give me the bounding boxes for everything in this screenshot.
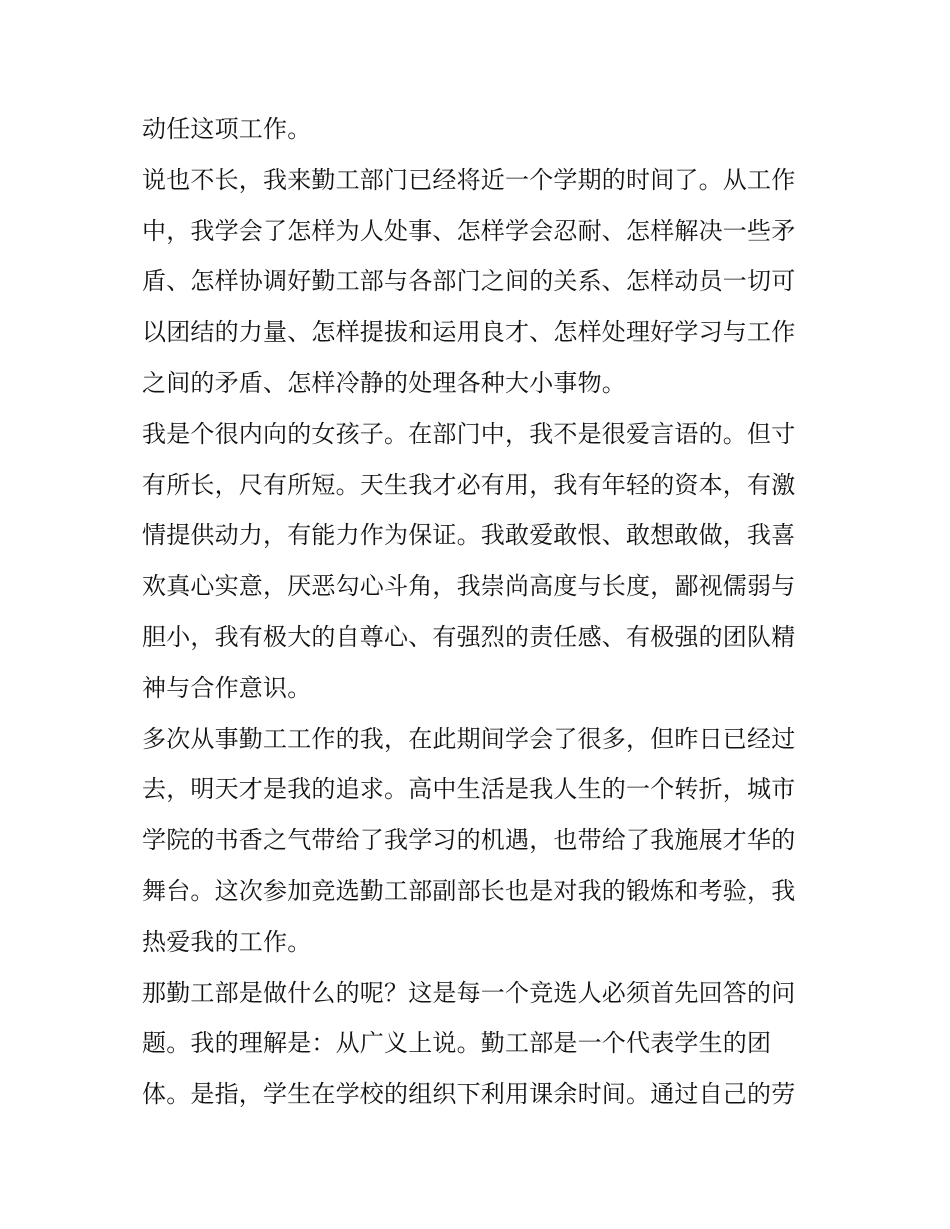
text-line: 动任这项工作。 [142, 115, 312, 143]
text-line: 我是个很内向的女孩子。在部门中，我不是很爱言语的。但寸 [142, 419, 796, 448]
text-line: 之间的矛盾、怎样冷静的处理各种大小事物。 [142, 368, 626, 397]
text-line: 舞台。这次参加竞选勤工部副部长也是对我的锻炼和考验，我 [142, 876, 796, 905]
text-line: 有所长，尺有所短。天生我才必有用，我有年轻的资本，有激 [142, 470, 796, 499]
text-line: 热爱我的工作。 [142, 927, 312, 956]
text-line: 中，我学会了怎样为人处事、怎样学会忍耐、怎样解决一些矛 [142, 216, 796, 245]
text-line: 胆小，我有极大的自尊心、有强烈的责任感、有极强的团队精 [142, 622, 796, 651]
text-line: 那勤工部是做什么的呢？这是每一个竞选人必须首先回答的问 [142, 978, 796, 1007]
text-line: 学院的书香之气带给了我学习的机遇，也带给了我施展才华的 [142, 826, 796, 855]
text-line: 情提供动力，有能力作为保证。我敢爱敢恨、敢想敢做，我喜 [142, 521, 796, 550]
text-line: 以团结的力量、怎样提拔和运用良才、怎样处理好学习与工作 [142, 318, 796, 347]
text-line: 欢真心实意，厌恶勾心斗角，我崇尚高度与长度，鄙视儒弱与 [142, 572, 796, 601]
text-line: 盾、怎样协调好勤工部与各部门之间的关系、怎样动员一切可 [142, 267, 796, 296]
text-line: 神与合作意识。 [142, 673, 312, 702]
text-line: 多次从事勤工工作的我，在此期间学会了很多，但昨日已经过 [142, 724, 796, 753]
document-body [142, 104, 812, 1120]
text-line: 体。是指，学生在学校的组织下利用课余时间。通过自己的劳 [142, 1080, 796, 1109]
text-line: 说也不长，我来勤工部门已经将近一个学期的时间了。从工作 [142, 165, 796, 194]
text-line: 题。我的理解是：从广义上说。勤工部是一个代表学生的团 [142, 1029, 772, 1058]
text-line: 去，明天才是我的追求。高中生活是我人生的一个转折，城市 [142, 775, 796, 804]
